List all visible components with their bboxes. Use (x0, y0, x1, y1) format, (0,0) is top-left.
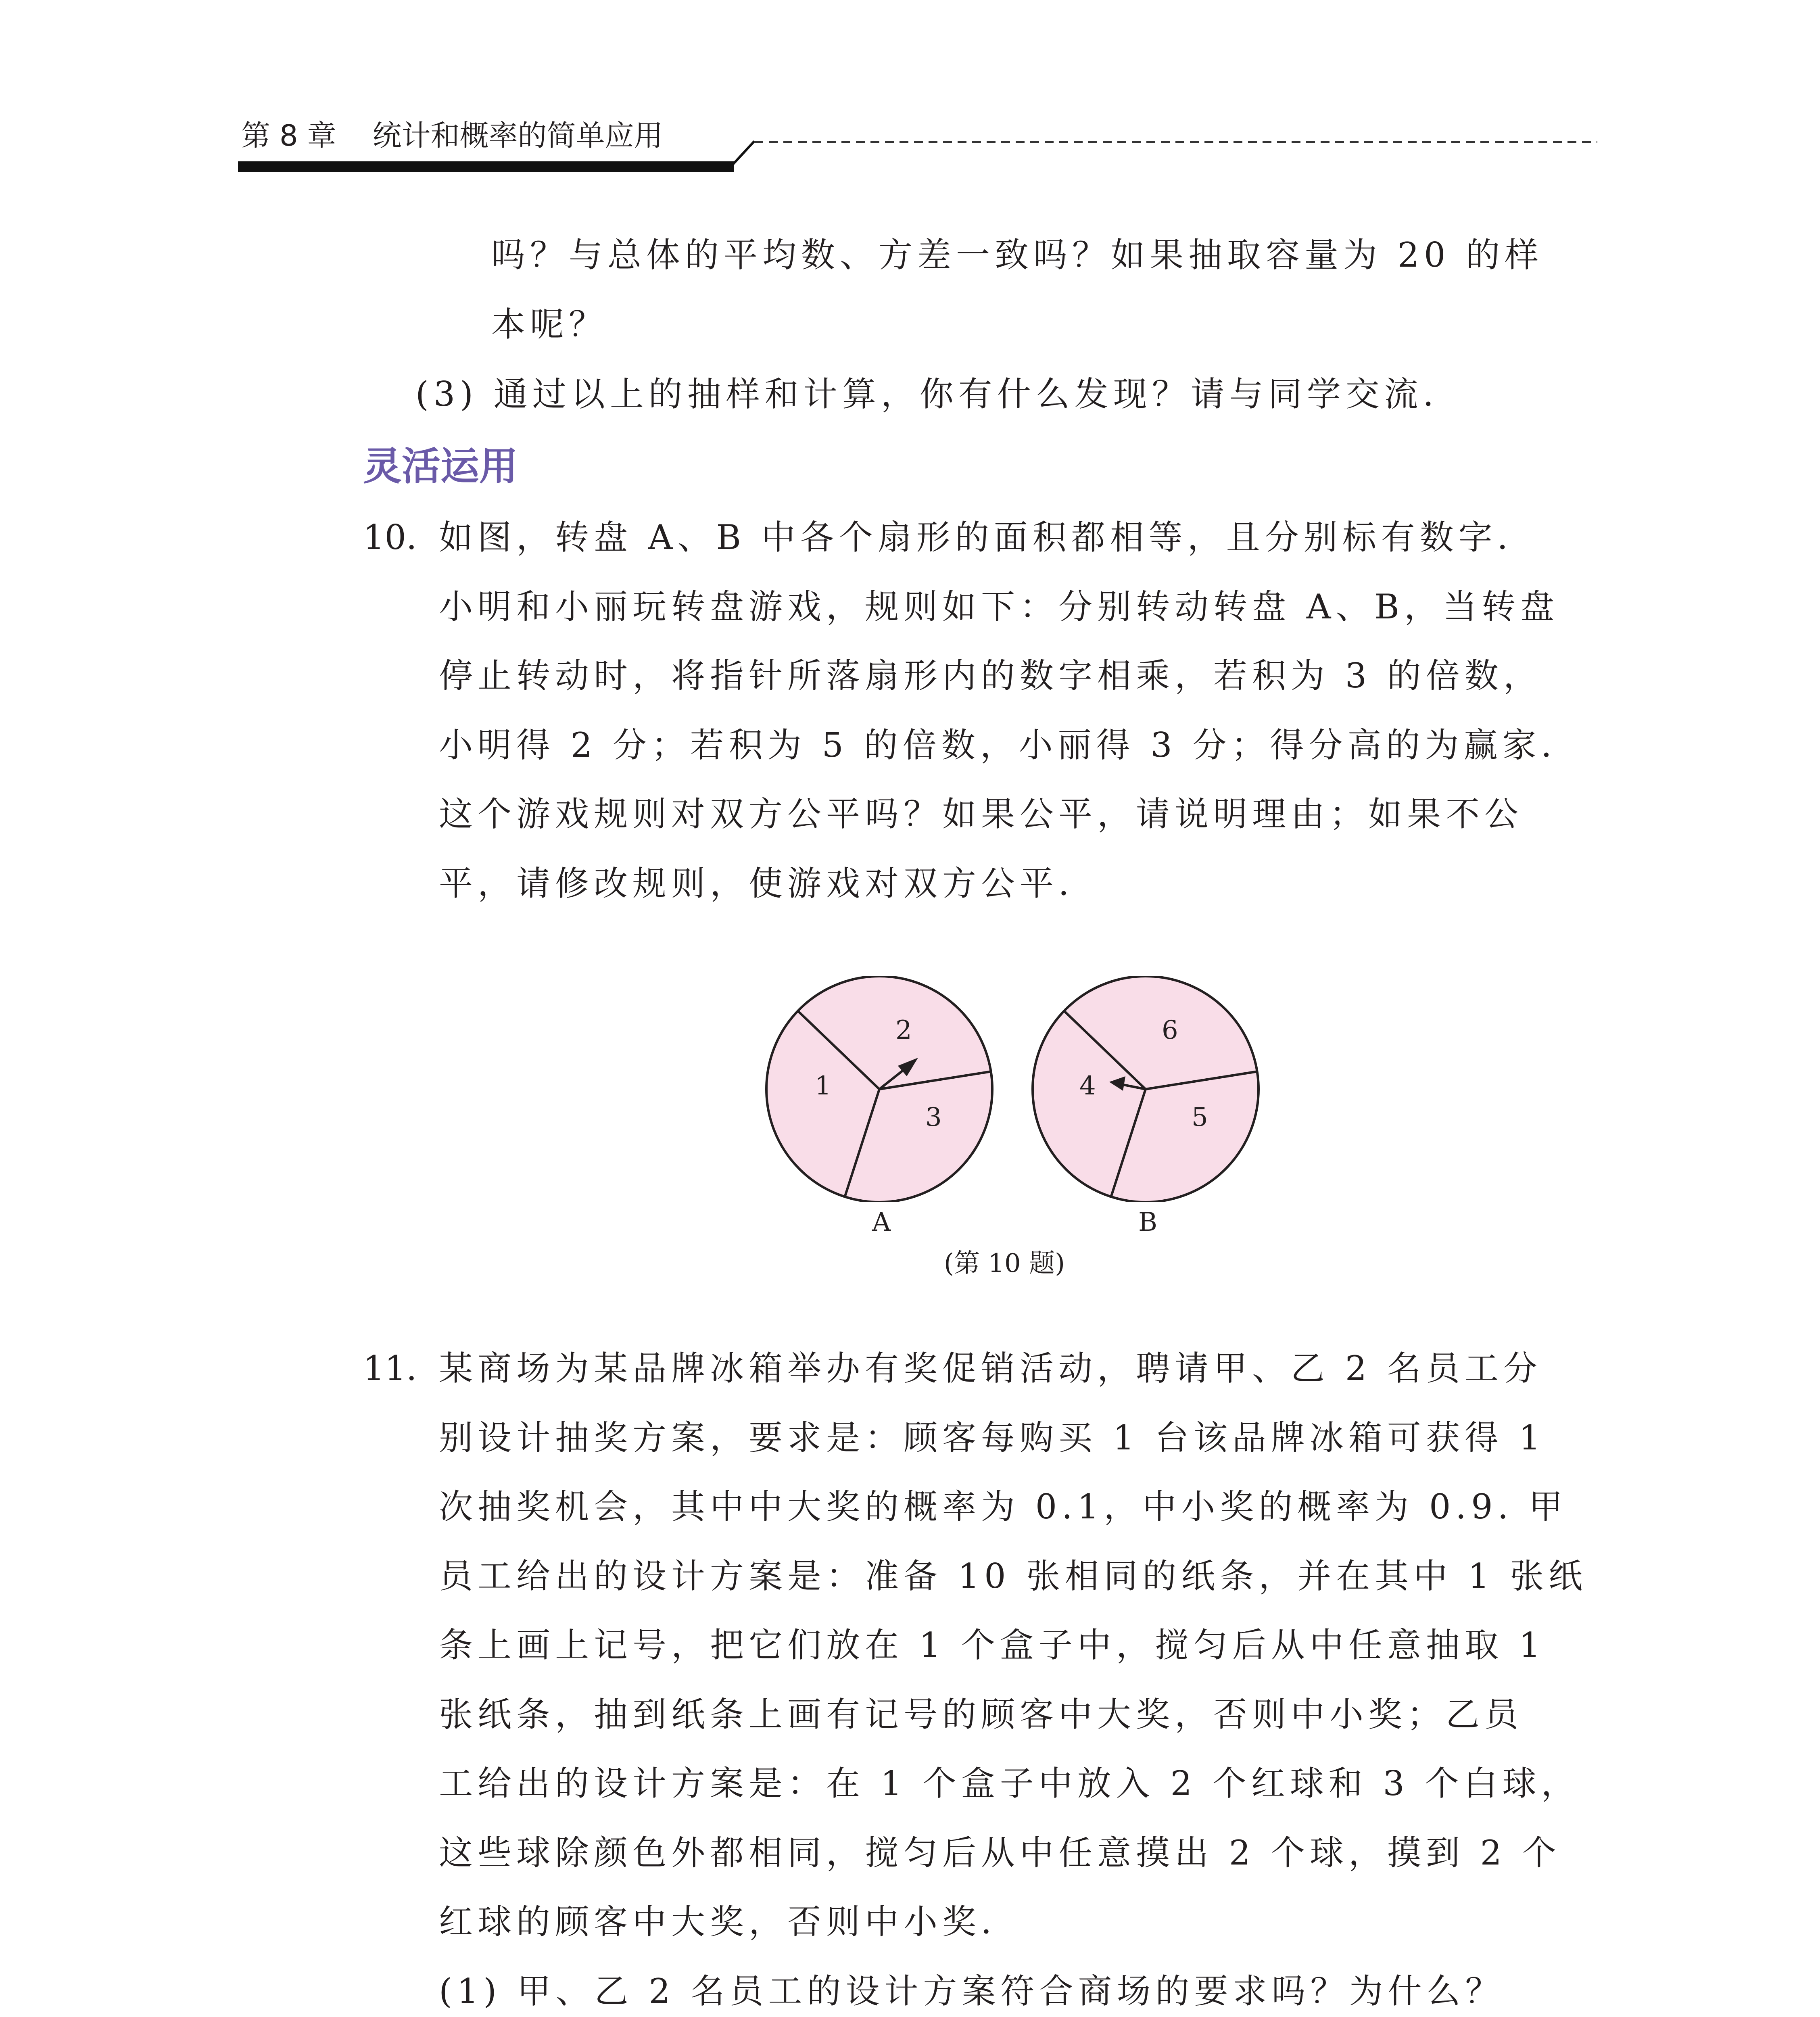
spinners-drawing (758, 976, 1275, 1202)
continued-text-line-1: 吗？与总体的平均数、方差一致吗？如果抽取容量为 20 的样 (491, 235, 1544, 275)
spinner-figure (758, 976, 1275, 1237)
section-title: 灵活运用 (363, 444, 518, 489)
spinner-a-label: A (872, 1207, 891, 1237)
header-dashed-rule (0, 0, 1820, 202)
question-9-part-3: (3) 通过以上的抽样和计算，你有什么发现？请与同学交流． (415, 374, 1462, 414)
question-10-line: 小明得 2 分；若积为 5 的倍数，小丽得 3 分；得分高的为赢家． (439, 725, 1580, 765)
question-10-line: 停止转动时，将指针所落扇形内的数字相乘，若积为 3 的倍数， (439, 656, 1542, 695)
question-10-line: 小明和小丽玩转盘游戏，规则如下：分别转动转盘 A、B，当转盘 (439, 587, 1559, 626)
question-11-line: 条上画上记号，把它们放在 1 个盒子中，搅匀后从中任意抽取 1 (439, 1625, 1545, 1665)
spinner-a-sector-3: 3 (925, 1102, 942, 1132)
spinner-b-label: B (1138, 1207, 1158, 1237)
chapter-number: 第 8 章 (241, 119, 336, 152)
spinner-a-sector-2: 2 (895, 1015, 912, 1045)
continued-text-line-2: 本呢？ (491, 305, 608, 344)
question-11-line: 某商场为某品牌冰箱举办有奖促销活动，聘请甲、乙 2 名员工分 (439, 1349, 1542, 1388)
question-11-line: 次抽奖机会，其中中大奖的概率为 0.1，中小奖的概率为 0.9. 甲 (439, 1487, 1567, 1526)
spinner-a-sector-1: 1 (815, 1071, 831, 1101)
question-10-line: 如图，转盘 A、B 中各个扇形的面积都相等，且分别标有数字． (439, 518, 1536, 557)
chapter-title: 统计和概率的简单应用 (372, 119, 663, 152)
question-11-line: 工给出的设计方案是：在 1 个盒子中放入 2 个红球和 3 个白球， (439, 1764, 1580, 1803)
question-11-number: 11. (363, 1349, 417, 1388)
question-11-line: 这些球除颜色外都相同，搅匀后从中任意摸出 2 个球，摸到 2 个 (439, 1833, 1561, 1873)
question-10-number: 10. (363, 518, 417, 557)
question-10-line: 这个游戏规则对双方公平吗？如果公平，请说明理由；如果不公 (439, 794, 1524, 834)
question-11-line: 别设计抽奖方案，要求是：顾客每购买 1 台该品牌冰箱可获得 1 (439, 1418, 1545, 1457)
spinner-a (766, 976, 992, 1202)
question-10-line: 平，请修改规则，使游戏对双方公平． (439, 864, 1098, 903)
spinner-b (1033, 976, 1259, 1202)
spinner-b-sector-4: 4 (1079, 1071, 1096, 1101)
question-11-part-1: (1) 甲、乙 2 名员工的设计方案符合商场的要求吗？为什么？ (439, 1971, 1504, 2011)
figure-caption: (第 10 题) (944, 1249, 1065, 1278)
question-11-line: 张纸条，抽到纸条上画有记号的顾客中大奖，否则中小奖；乙员 (439, 1695, 1524, 1734)
question-11-line: 员工给出的设计方案是：准备 10 张相同的纸条，并在其中 1 张纸 (439, 1556, 1588, 1596)
question-11-line: 红球的顾客中大奖，否则中小奖． (439, 1902, 1020, 1942)
spinner-b-sector-6: 6 (1162, 1015, 1178, 1045)
spinner-b-sector-5: 5 (1192, 1102, 1208, 1132)
